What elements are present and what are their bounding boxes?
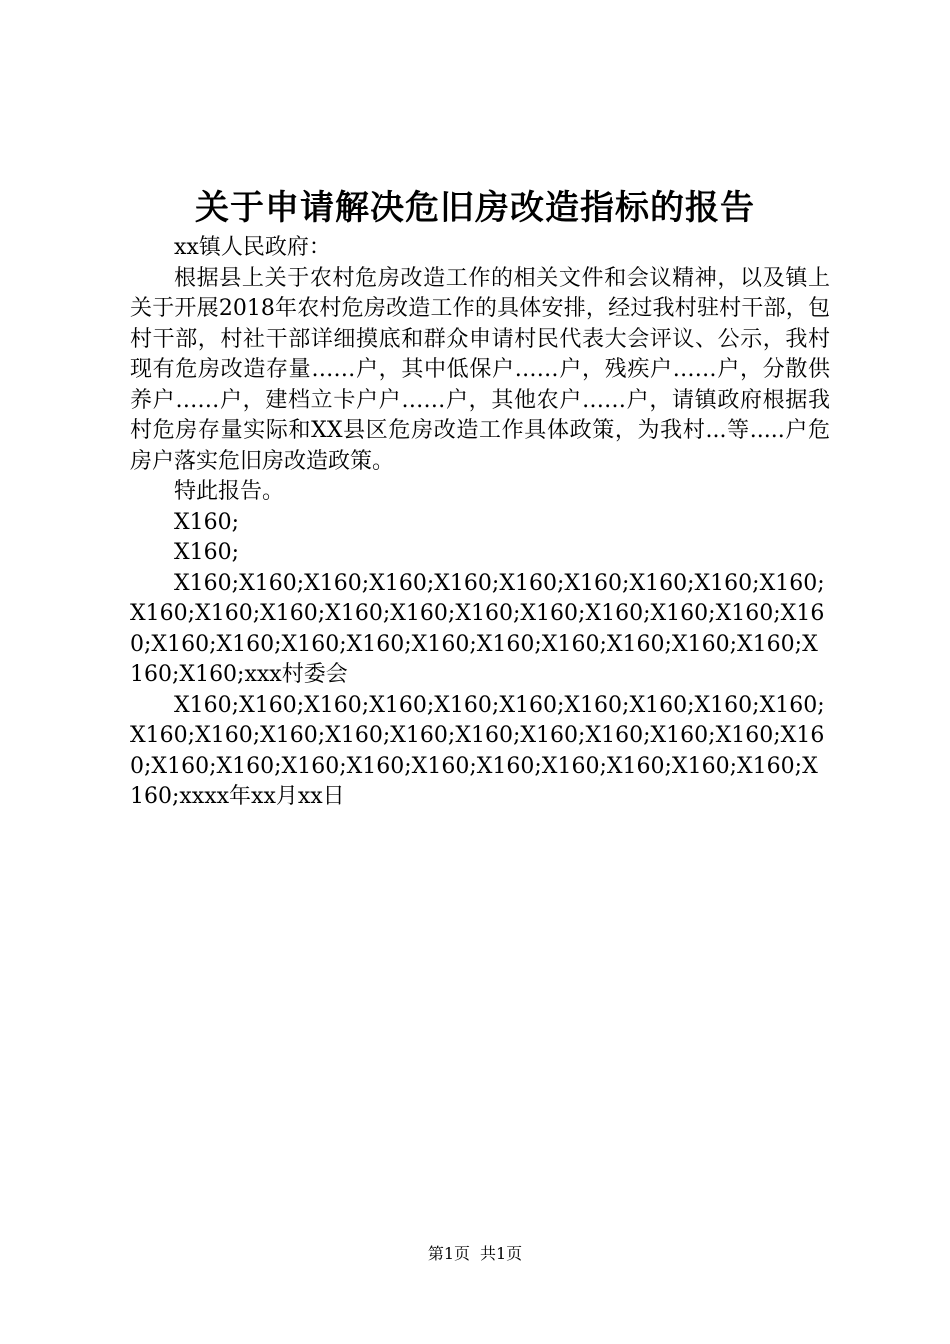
document-title: 关于申请解决危旧房改造指标的报告: [195, 188, 755, 228]
page-number-total: 共1页: [480, 1244, 523, 1263]
body-paragraph-main: 根据县上关于农村危房改造工作的相关文件和会议精神，以及镇上关于开展2018年农村危房改造工作的具体安排，经过我村驻村干部，包村干部，村社干部详细摸底和群众申请村民代表大会评议、公示，我村现有危房改造存量……户，其中低保户……户，残疾户……户，分散供养户……户，建档立卡户户……户，其他农户……户，请镇政府根据我村危房存量实际和XX县区危房改造工作具体政策，为我村...等.....户危房户落实危旧房改造政策。: [130, 265, 830, 474]
salutation: xx镇人民政府：: [174, 235, 331, 260]
body-paragraph-x160-2: X160;: [174, 540, 240, 565]
closing-phrase: 特此报告。: [174, 479, 285, 504]
page-footer: [0, 1243, 950, 1265]
body-paragraph-x160-1: X160;: [174, 509, 240, 535]
document-body: [130, 233, 830, 813]
signature-line: X160;X160;X160;X160;X160;X160;X160;X160;X160;X160;X160;X160;X160;X160;X160;X160;X160;X160;X160;X160;X160;X160;X160;X160;X160;X160;X160;X160;X160;X160;X160;X160;X160;xxx村委会: [130, 570, 825, 687]
page-number-current: 第1页: [427, 1244, 470, 1263]
date-line: X160;X160;X160;X160;X160;X160;X160;X160;X160;X160;X160;X160;X160;X160;X160;X160;X160;X160;X160;X160;X160;X160;X160;X160;X160;X160;X160;X160;X160;X160;X160;X160;xxxx年xx月xx日: [130, 692, 825, 809]
